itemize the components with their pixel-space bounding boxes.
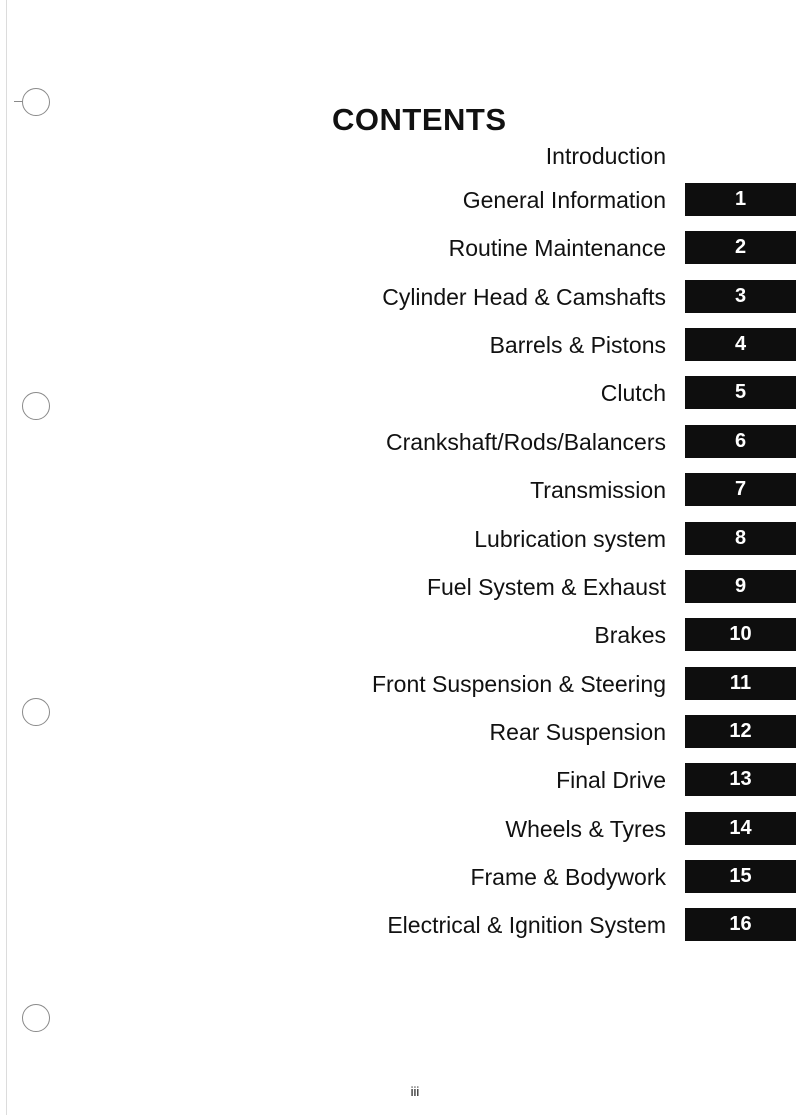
section-title: Clutch [600,380,666,407]
contents-entry[interactable] [0,425,800,459]
section-number-tab[interactable]: 9 [685,570,796,603]
section-number-tab[interactable]: 11 [685,667,796,700]
section-number-tab[interactable]: 4 [685,328,796,361]
section-title: Fuel System & Exhaust [426,573,666,600]
section-title: Routine Maintenance [448,235,666,262]
section-number-tab[interactable]: 1 [685,183,796,216]
section-number-tab[interactable]: 10 [685,618,796,651]
contents-entry[interactable] [0,812,800,846]
contents-entry[interactable] [0,763,800,797]
contents-entry[interactable] [0,280,800,314]
section-number-tab[interactable]: 5 [685,376,796,409]
introduction-entry[interactable]: Introduction [545,143,666,169]
contents-entry[interactable] [0,860,800,894]
section-title: Rear Suspension [489,718,666,745]
contents-entry[interactable] [0,473,800,507]
section-title: Cylinder Head & Camshafts [382,283,666,310]
section-title: Front Suspension & Steering [371,670,666,697]
section-title: Final Drive [556,767,666,794]
section-title: Lubrication system [474,525,666,552]
contents-entry[interactable] [0,183,800,217]
section-title: Wheels & Tyres [505,815,666,842]
section-title: General Information [462,187,666,213]
contents-entry[interactable] [0,667,800,701]
contents-entry[interactable] [0,618,800,652]
section-number-tab[interactable]: 16 [685,908,796,941]
section-number-tab[interactable]: 3 [685,280,796,313]
section-title: Brakes [594,622,666,649]
contents-entry[interactable] [0,231,800,265]
section-number-tab[interactable]: 14 [685,812,796,845]
section-number-tab[interactable]: 7 [685,473,796,506]
section-title: Transmission [530,477,666,504]
section-number-tab[interactable]: 15 [685,860,796,893]
contents-entry[interactable] [0,328,800,362]
page-title: CONTENTS [332,102,507,137]
section-title: Electrical & Ignition System [387,912,666,939]
contents-entry[interactable] [0,908,800,942]
contents-entry[interactable] [0,376,800,410]
section-number-tab[interactable]: 8 [685,522,796,555]
section-number-tab[interactable]: 13 [685,763,796,796]
section-title: Crankshaft/Rods/Balancers [386,428,666,455]
section-number-tab[interactable]: 12 [685,715,796,748]
contents-entry[interactable] [0,522,800,556]
contents-entry[interactable] [0,570,800,604]
section-title: Barrels & Pistons [489,332,666,359]
section-number-tab[interactable]: 6 [685,425,796,458]
section-number-tab[interactable]: 2 [685,231,796,264]
contents-entry[interactable] [0,715,800,749]
section-title: Frame & Bodywork [470,863,666,890]
page-number: iii [410,1084,420,1099]
